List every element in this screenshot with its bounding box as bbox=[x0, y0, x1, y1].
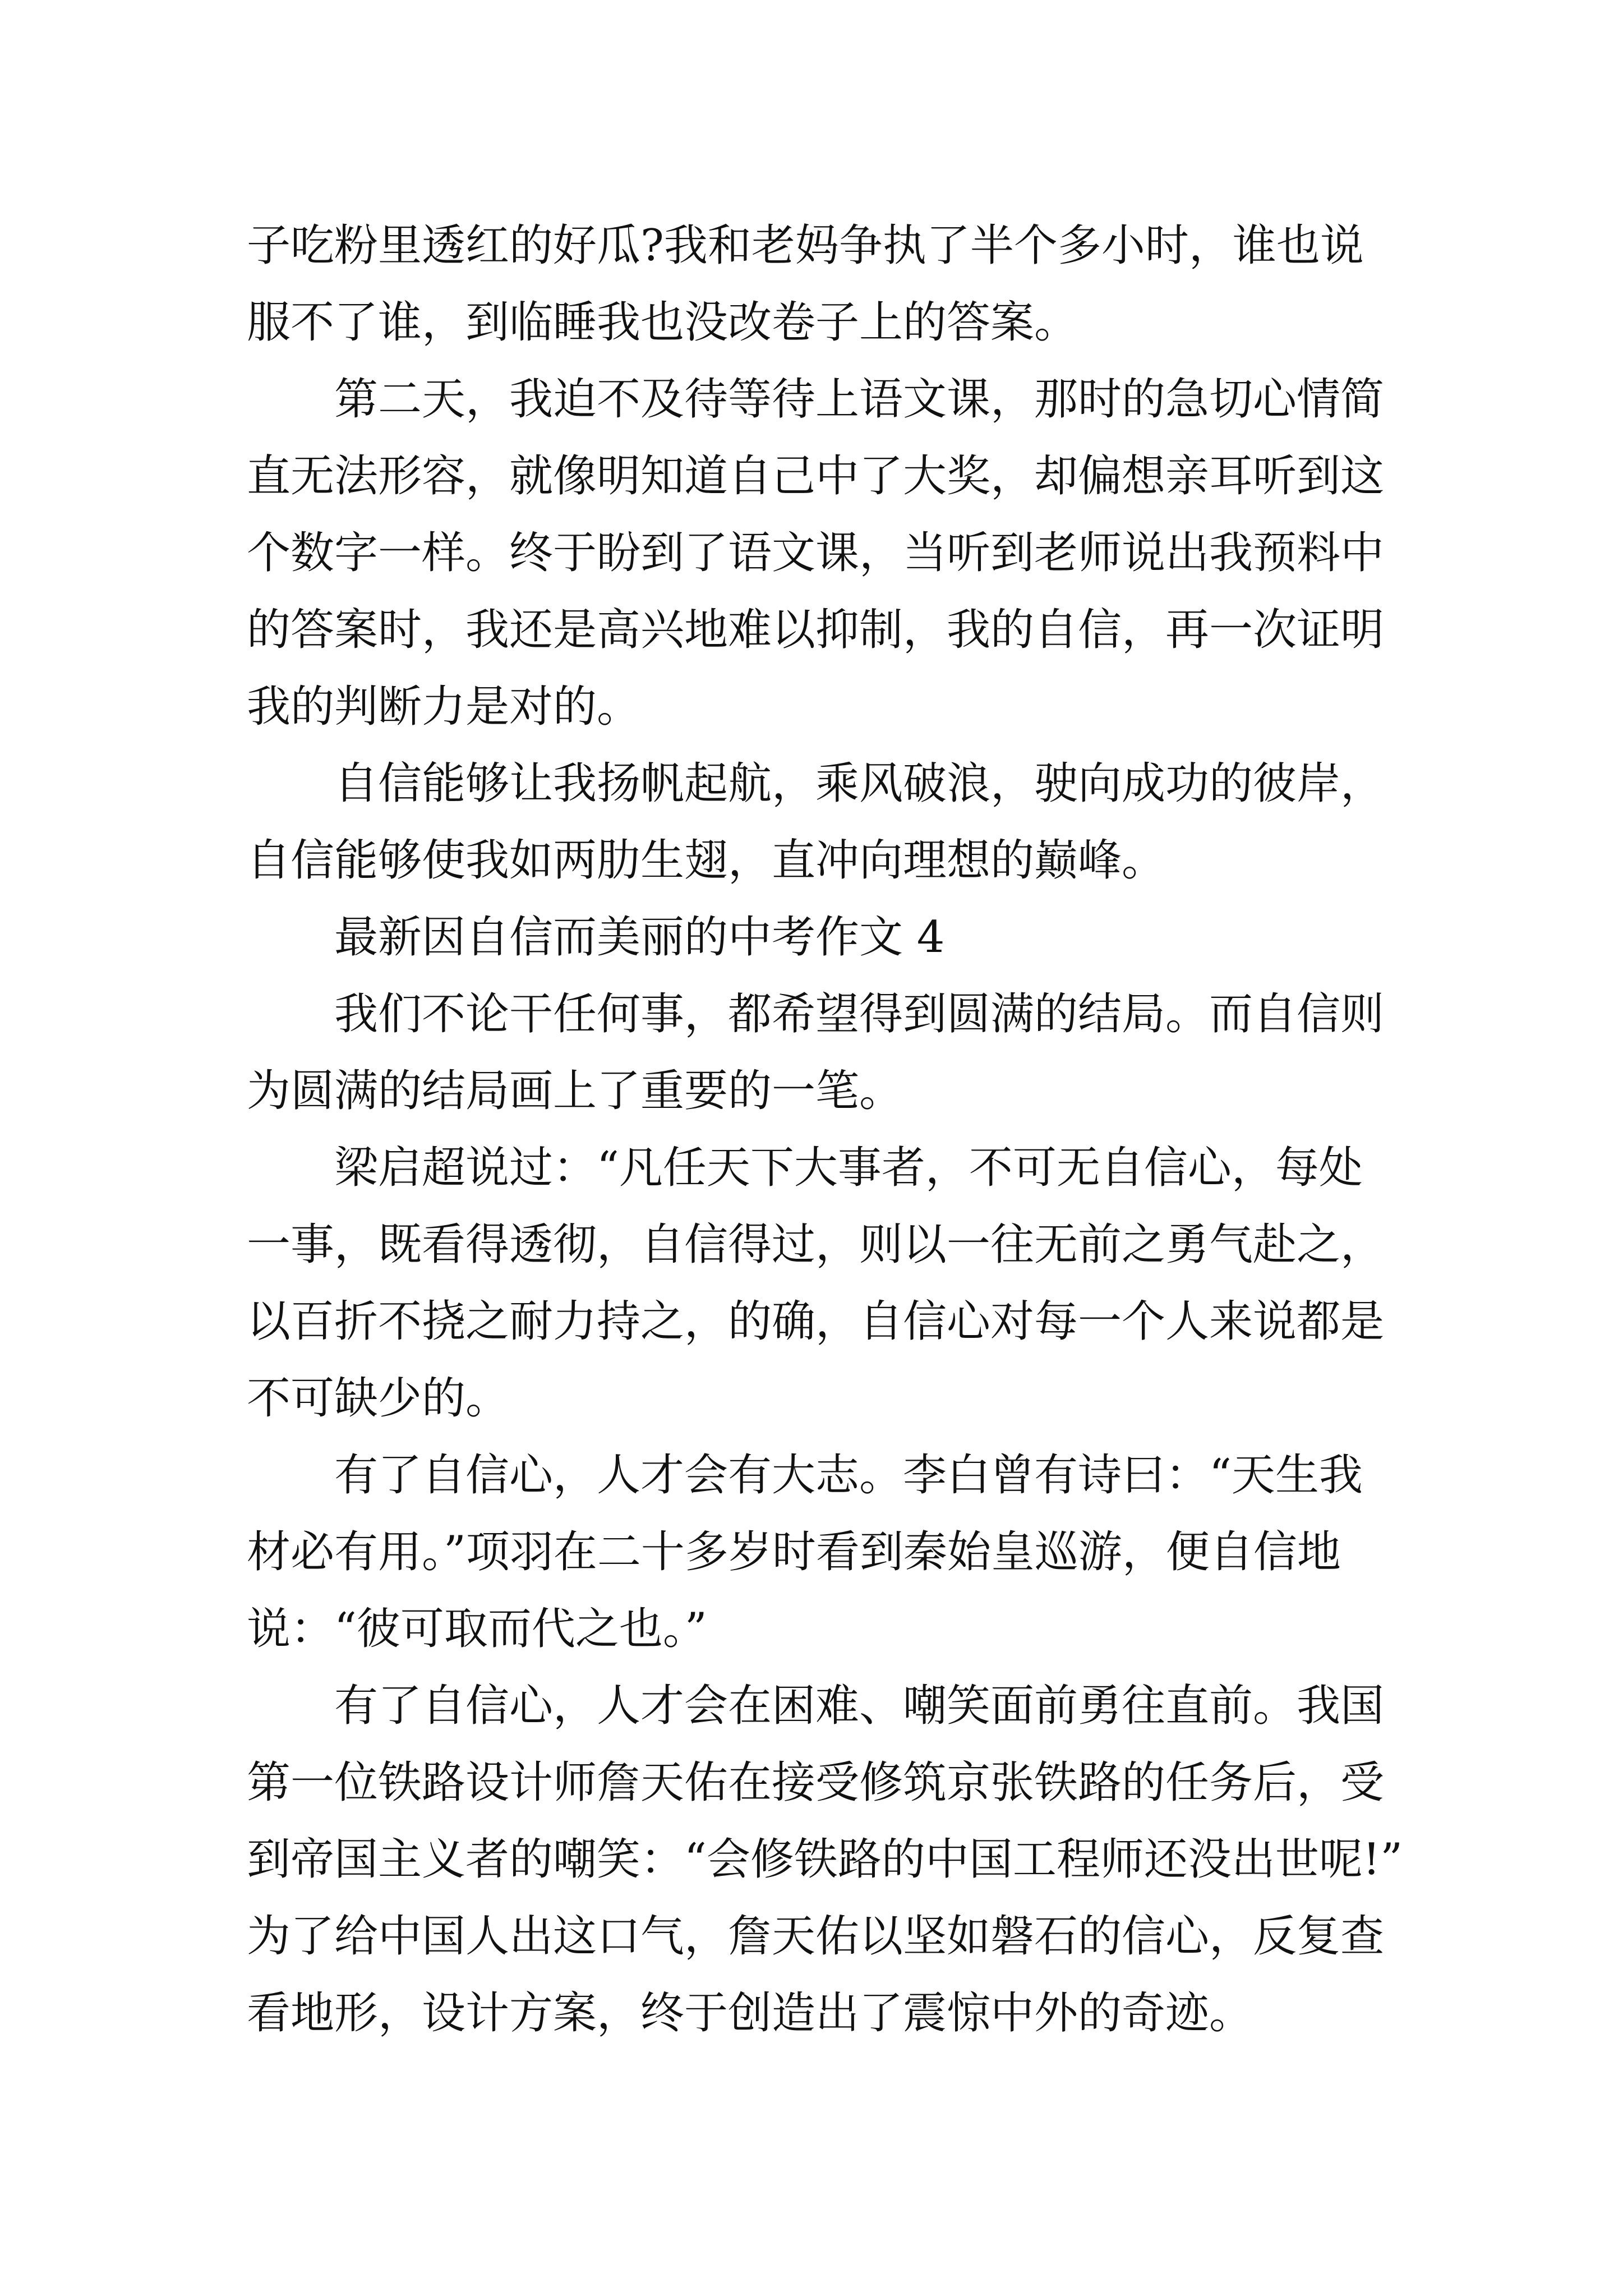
text-line: 个数字一样。终于盼到了语文课，当听到老师说出我预料中 bbox=[247, 528, 1385, 578]
essay-body bbox=[247, 208, 1402, 2052]
text-line: 为圆满的结局画上了重要的一笔。 bbox=[247, 1066, 903, 1116]
text-line: 直无法形容，就像明知道自己中了大奖，却偏想亲耳听到这 bbox=[247, 451, 1385, 501]
text-line: 子吃粉里透红的好瓜?我和老妈争执了半个多小时，谁也说 bbox=[247, 220, 1364, 271]
text-line: 以百折不挠之耐力持之，的确，自信心对每一个人来说都是 bbox=[247, 1296, 1385, 1347]
text-line: 说：“彼可取而代之也。” bbox=[247, 1604, 707, 1654]
text-line: 不可缺少的。 bbox=[247, 1373, 510, 1424]
text-line: 自信能够使我如两肋生翅，直冲向理想的巅峰。 bbox=[247, 835, 1166, 886]
text-line: 材必有用。”项羽在二十多岁时看到秦始皇巡游，便自信地 bbox=[247, 1527, 1341, 1577]
paragraph-start-line: 我们不论干任何事，都希望得到圆满的结局。而自信则 bbox=[334, 989, 1385, 1039]
text-line: 看地形，设计方案，终于创造出了震惊中外的奇迹。 bbox=[247, 1988, 1253, 2039]
text-line: 服不了谁，到临睡我也没改卷子上的答案。 bbox=[247, 297, 1078, 348]
text-line: 到帝国主义者的嘲笑：“会修铁路的中国工程师还没出世呢!” bbox=[247, 1834, 1403, 1885]
text-line: 为了给中国人出这口气，詹天佑以坚如磐石的信心，反复查 bbox=[247, 1911, 1385, 1962]
text-line: 第一位铁路设计师詹天佑在接受修筑京张铁路的任务后，受 bbox=[247, 1757, 1385, 1808]
text-line: 我的判断力是对的。 bbox=[247, 682, 641, 732]
section-title: 最新因自信而美丽的中考作文 4 bbox=[334, 912, 945, 963]
paragraph-start-line: 有了自信心，人才会有大志。李白曾有诗曰：“天生我 bbox=[334, 1450, 1363, 1501]
text-line: 一事，既看得透彻，自信得过，则以一往无前之勇气赴之， bbox=[247, 1220, 1385, 1270]
paragraph-start-line: 梁启超说过：“凡任天下大事者，不可无自信心，每处 bbox=[334, 1143, 1363, 1193]
text-line: 的答案时，我还是高兴地难以抑制，我的自信，再一次证明 bbox=[247, 605, 1385, 655]
paragraph-start-line: 有了自信心，人才会在困难、嘲笑面前勇往直前。我国 bbox=[334, 1681, 1385, 1731]
paragraph-start-line: 第二天，我迫不及待等待上语文课，那时的急切心情简 bbox=[334, 374, 1385, 425]
paragraph-start-line: 自信能够让我扬帆起航，乘风破浪，驶向成功的彼岸， bbox=[334, 758, 1385, 809]
